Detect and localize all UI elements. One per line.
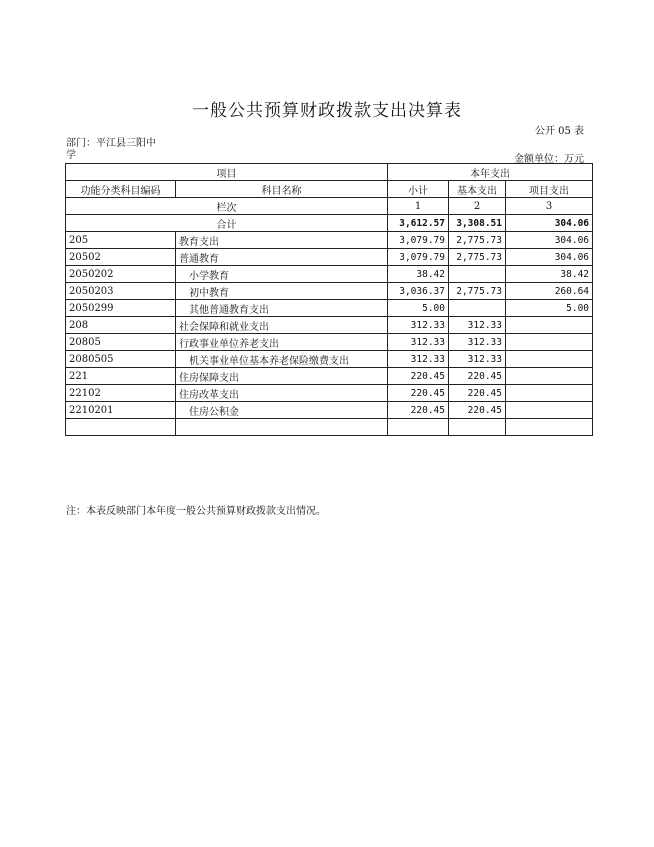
row-code: 2050202: [66, 266, 176, 283]
group-header-row: [66, 164, 593, 181]
row-code: 208: [66, 317, 176, 334]
row-basic: 220.45: [449, 368, 506, 385]
col-name-header: 科目名称: [176, 181, 388, 198]
row-code: 22102: [66, 385, 176, 402]
department-label: 部门：平江县三阳中学: [66, 138, 156, 161]
row-subtotal: 312.33: [388, 351, 449, 368]
total-label: 合计: [66, 215, 388, 232]
row-subtotal: 3,079.79: [388, 249, 449, 266]
row-subtotal: 38.42: [388, 266, 449, 283]
row-name: 初中教育: [176, 283, 388, 300]
row-code: 2050299: [66, 300, 176, 317]
index-3: 3: [506, 198, 593, 215]
row-subtotal: 5.00: [388, 300, 449, 317]
table-row: [66, 232, 593, 249]
row-name: 住房保障支出: [176, 368, 388, 385]
col-basic-header: 基本支出: [449, 181, 506, 198]
table-row: [66, 317, 593, 334]
row-name: 普通教育: [176, 249, 388, 266]
row-project: [506, 402, 593, 419]
group-item-header: 项目: [66, 164, 388, 181]
row-code: 221: [66, 368, 176, 385]
col-subtotal-header: 小计: [388, 181, 449, 198]
row-project: 304.06: [506, 249, 593, 266]
row-basic: 220.45: [449, 385, 506, 402]
row-basic: 2,775.73: [449, 249, 506, 266]
row-name: 社会保障和就业支出: [176, 317, 388, 334]
empty-row: [66, 419, 593, 436]
row-basic: 312.33: [449, 317, 506, 334]
row-basic: [449, 266, 506, 283]
row-basic: 312.33: [449, 334, 506, 351]
row-name: 机关事业单位基本养老保险缴费支出: [176, 351, 388, 368]
table-row: [66, 249, 593, 266]
row-basic: 2,775.73: [449, 283, 506, 300]
row-project: [506, 385, 593, 402]
table-row: [66, 368, 593, 385]
row-code: 205: [66, 232, 176, 249]
footnote: 注：本表反映部门本年度一般公共预算财政拨款支出情况。: [66, 506, 326, 517]
row-subtotal: 220.45: [388, 385, 449, 402]
row-name: 住房改革支出: [176, 385, 388, 402]
total-basic: 3,308.51: [449, 215, 506, 232]
row-project: [506, 334, 593, 351]
row-basic: [449, 300, 506, 317]
row-name: 住房公积金: [176, 402, 388, 419]
table-row: [66, 334, 593, 351]
row-code: 2210201: [66, 402, 176, 419]
table-row: [66, 402, 593, 419]
row-basic: 2,775.73: [449, 232, 506, 249]
row-name: 小学教育: [176, 266, 388, 283]
row-code: 20502: [66, 249, 176, 266]
row-project: [506, 351, 593, 368]
table-row: [66, 266, 593, 283]
group-current-header: 本年支出: [388, 164, 593, 181]
row-subtotal: 312.33: [388, 334, 449, 351]
row-basic: 220.45: [449, 402, 506, 419]
expenditure-table: [65, 163, 593, 436]
row-name: 行政事业单位养老支出: [176, 334, 388, 351]
index-row: [66, 198, 593, 215]
unit-label: 金额单位：万元: [514, 154, 584, 165]
index-1: 1: [388, 198, 449, 215]
table-row: [66, 283, 593, 300]
total-subtotal: 3,612.57: [388, 215, 449, 232]
index-label: 栏次: [66, 198, 388, 215]
row-basic: 312.33: [449, 351, 506, 368]
row-name: 其他普通教育支出: [176, 300, 388, 317]
table-row: [66, 385, 593, 402]
row-subtotal: 220.45: [388, 402, 449, 419]
row-subtotal: 220.45: [388, 368, 449, 385]
row-project: 260.64: [506, 283, 593, 300]
row-code: 20805: [66, 334, 176, 351]
row-subtotal: 3,036.37: [388, 283, 449, 300]
row-project: 304.06: [506, 232, 593, 249]
row-subtotal: 312.33: [388, 317, 449, 334]
row-project: 5.00: [506, 300, 593, 317]
row-code: 2050203: [66, 283, 176, 300]
row-project: [506, 368, 593, 385]
table-row: [66, 300, 593, 317]
index-2: 2: [449, 198, 506, 215]
table-row: [66, 351, 593, 368]
total-row: [66, 215, 593, 232]
col-code-header: 功能分类科目编码: [66, 181, 176, 198]
total-project: 304.06: [506, 215, 593, 232]
row-project: [506, 317, 593, 334]
page-title: 一般公共预算财政拨款支出决算表: [192, 101, 462, 121]
row-project: 38.42: [506, 266, 593, 283]
row-subtotal: 3,079.79: [388, 232, 449, 249]
col-project-header: 项目支出: [506, 181, 593, 198]
column-header-row: [66, 181, 593, 198]
row-name: 教育支出: [176, 232, 388, 249]
form-number: 公开 05 表: [534, 126, 584, 137]
row-code: 2080505: [66, 351, 176, 368]
